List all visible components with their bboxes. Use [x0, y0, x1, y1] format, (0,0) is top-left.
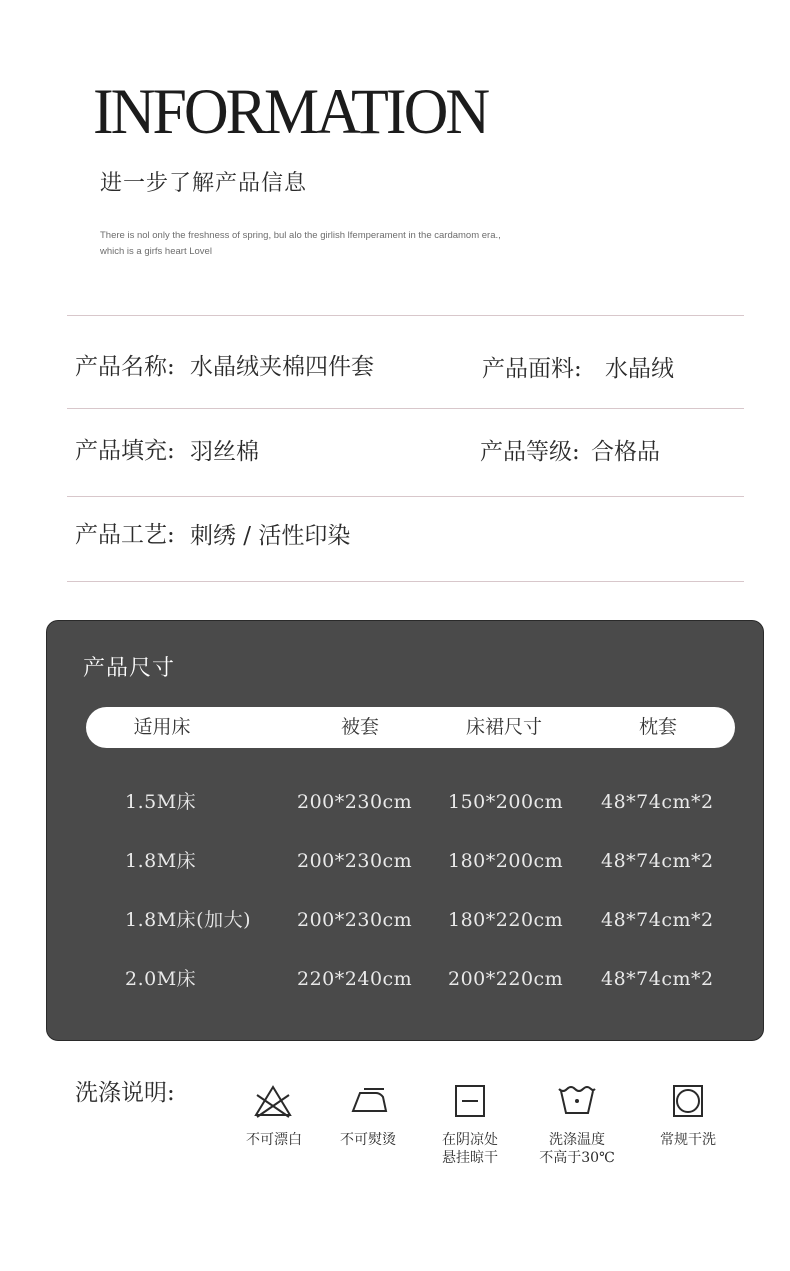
care-label: [633, 1131, 743, 1149]
header-bed: 适用床: [133, 716, 191, 738]
hero-description: [100, 228, 560, 260]
header-bed-skirt: 床裙尺寸: [465, 716, 542, 738]
cell-pillow: 48*74cm*2: [601, 909, 714, 931]
size-panel-title: 产品尺寸: [83, 656, 176, 681]
cell-duvet: 200*230cm: [297, 909, 413, 931]
care-title: 洗涤说明:: [75, 1080, 175, 1106]
cell-skirt: 150*200cm: [448, 791, 564, 813]
cell-skirt: 200*220cm: [448, 968, 564, 990]
divider: [67, 408, 744, 409]
cell-bed: 1.8M床(加大): [125, 909, 251, 931]
care-label: [313, 1131, 423, 1149]
cell-skirt: 180*220cm: [448, 909, 564, 931]
hero-title: INFORMATION: [93, 76, 488, 148]
hero-description-line: There is nol only the freshness of spring, bul alo the girlish lfemperament in the cardamom era.,: [100, 230, 501, 241]
product-grade-value: 合格品: [591, 439, 660, 465]
hero-subtitle: 进一步了解产品信息: [100, 171, 308, 196]
header-duvet-cover: 被套: [340, 716, 379, 738]
product-filling-value: 羽丝棉: [190, 439, 259, 465]
care-label-line: 在阴凉处: [442, 1132, 498, 1148]
product-craft-label: 产品工艺:: [75, 522, 175, 548]
no-iron-icon: [350, 1083, 390, 1119]
header-pillowcase: 枕套: [638, 716, 677, 738]
divider: [67, 496, 744, 497]
cell-pillow: 48*74cm*2: [601, 850, 714, 872]
care-label: [522, 1131, 632, 1167]
cell-bed: 1.8M床: [125, 850, 197, 872]
product-fabric-label: 产品面料:: [482, 356, 582, 382]
care-label-line: 悬挂晾干: [442, 1150, 498, 1166]
hero-description-line: which is a girfs heart Lovel: [100, 246, 212, 257]
care-label-line: 不高于30℃: [539, 1150, 615, 1166]
product-grade-label: 产品等级:: [480, 439, 580, 465]
cell-bed: 1.5M床: [125, 791, 197, 813]
product-fabric-value: 水晶绒: [605, 356, 674, 382]
no-bleach-icon: [253, 1083, 293, 1119]
care-label-line: 不可漂白: [246, 1132, 302, 1148]
product-name-value: 水晶绒夹棉四件套: [190, 354, 374, 380]
cell-pillow: 48*74cm*2: [601, 968, 714, 990]
shade-hang-dry-icon: [450, 1083, 490, 1119]
cell-pillow: 48*74cm*2: [601, 791, 714, 813]
cell-duvet: 200*230cm: [297, 791, 413, 813]
cell-duvet: 220*240cm: [297, 968, 413, 990]
care-label-line: 常规干洗: [660, 1132, 716, 1148]
care-label: [415, 1131, 525, 1167]
care-label-line: 洗涤温度: [549, 1132, 605, 1148]
divider: [67, 315, 744, 316]
care-label-line: 不可熨烫: [340, 1132, 396, 1148]
product-name-label: 产品名称:: [75, 354, 175, 380]
wash-30-icon: [557, 1083, 597, 1119]
product-craft-value: 刺绣 / 活性印染: [190, 523, 351, 549]
cell-duvet: 200*230cm: [297, 850, 413, 872]
cell-skirt: 180*200cm: [448, 850, 564, 872]
cell-bed: 2.0M床: [125, 968, 197, 990]
product-filling-label: 产品填充:: [75, 438, 175, 464]
tumble-dry-icon: [668, 1083, 708, 1119]
divider: [67, 581, 744, 582]
